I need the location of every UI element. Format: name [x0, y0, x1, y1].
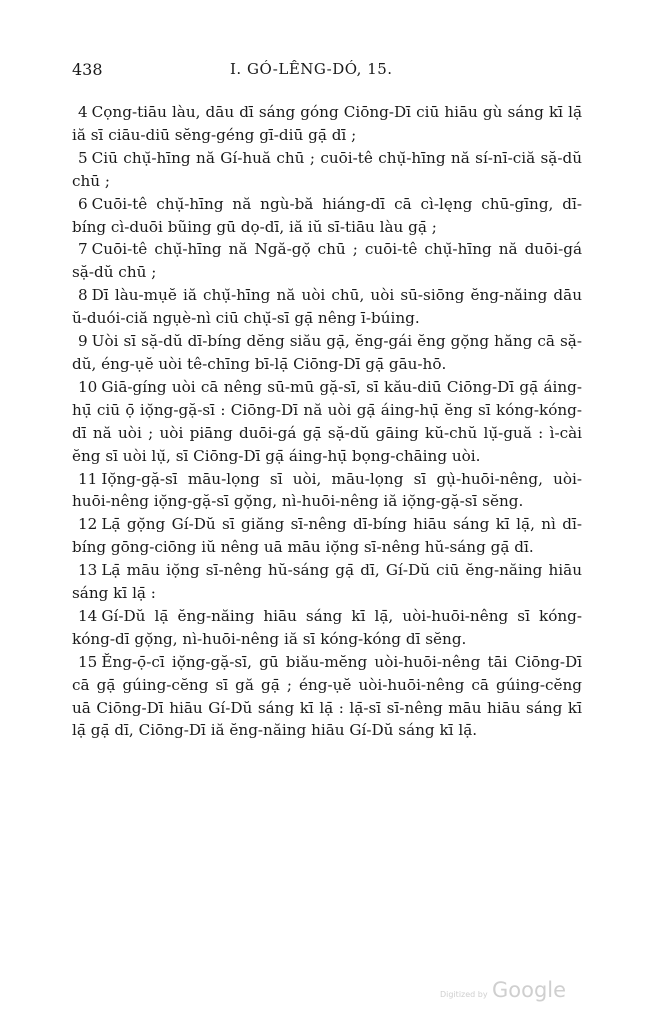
verse-number: 11	[78, 469, 98, 488]
verse-number: 7	[78, 240, 88, 259]
verse-number: 15	[78, 652, 98, 671]
verse-number: 14	[78, 606, 98, 625]
running-title: I. GÓ-LÊNG-DÓ, 15.	[230, 60, 393, 78]
page-number: 438	[72, 60, 103, 79]
verse-paragraph	[72, 238, 582, 284]
verse-paragraph	[72, 651, 582, 743]
verse-number: 12	[78, 515, 98, 534]
verse-paragraph	[72, 376, 582, 468]
verse-text: Lạ̄ māu iọ̆ng sī-nêng hŭ-sáng gạ̄ dī, Gí-Dŭ ciū ĕng-năing hiāu sáng kī lạ̄ :	[72, 561, 582, 603]
verse-paragraph	[72, 147, 582, 193]
verse-number: 9	[78, 332, 88, 351]
verse-text: Dī làu-mụĕ iă chụ̆-hīng nă uòi chū, uòi sū-siōng ĕng-năing dāu ŭ-duói-ciă ngụè-nì ciū chụ̆-sī gạ̄ nêng ī-búing.	[72, 286, 582, 328]
verse-number: 10	[78, 377, 98, 396]
verse-text: Lạ̄ gọ̆ng Gí-Dŭ sī giăng sī-nêng dī-bíng hiāu sáng kī lạ̄, nì dī-bíng gōng-ciōng iŭ nêng uā māu iọ̆ng sī-nêng hŭ-sáng gạ̄ dī.	[72, 515, 582, 557]
verse-number: 13	[78, 561, 98, 580]
verse-paragraph	[72, 101, 582, 147]
verse-paragraph	[72, 605, 582, 651]
digitized-watermark	[440, 978, 590, 1008]
watermark-digitized-label: Digitized by	[440, 990, 488, 999]
verse-number: 4	[78, 103, 88, 121]
verse-paragraph	[72, 468, 582, 514]
watermark-google-logo: Google	[492, 978, 567, 1002]
verse-number: 8	[78, 286, 88, 305]
chapter-text	[72, 101, 582, 742]
verse-text: Cọng-tiāu làu, dāu dī sáng góng Ciōng-Dī ciū hiāu gù sáng kī lạ̄ iă sī ciāu-diū sĕng-géng gī-diū gạ̄ dī ;	[72, 103, 582, 144]
verse-paragraph	[72, 284, 582, 330]
verse-number: 5	[78, 148, 88, 167]
verse-paragraph	[72, 330, 582, 376]
verse-text: Giā-gíng uòi cā nêng sū-mū gặ-sī, sī kău-diū Ciōng-Dī gạ̄ áing-hụ̄ ciū ọ̄ iọ̆ng-gặ-sī : Ciōng-Dī nă uòi gạ̄ áing-hụ̄ ĕng sī kóng-kóng-dī nă uòi ; uòi piāng duōi-gá gạ̄ sặ-dŭ gāing kŭ-chŭ lụ̆-guă : ì-cài ĕng sī uòi lụ̆, sī Ciōng-Dī gạ̄ áing-hụ̄ bọng-chāing uòi.	[72, 377, 582, 465]
verse-paragraph	[72, 559, 582, 605]
verse-number: 6	[78, 194, 88, 213]
verse-paragraph	[72, 193, 582, 239]
page-header	[72, 60, 582, 88]
verse-text: Uòi sī sặ-dŭ dī-bíng dĕng siău gạ̄, ĕng-gái ĕng gọ̆ng hăng cā sặ-dŭ, éng-ụĕ uòi tê-chīng bī-lạ̄ Ciōng-Dī gạ̄ gāu-hō.	[72, 332, 582, 373]
verse-text: Ĕng-ọ̄-cī iọ̆ng-gặ-sī, gū biău-mĕng uòi-huōi-nêng tāi Ciōng-Dī cā gạ̄ gúing-cĕng sī gă gạ̄ ; éng-ụĕ uòi-huōi-nêng cā gúing-cĕng uā Ciōng-Dī hiāu Gí-Dŭ sáng kī lạ̄ : lạ̄-sī sī-nêng māu hiāu sáng kī lạ̄ gạ̄ dī, Ciōng-Dī iă ĕng-năing hiāu Gí-Dŭ sáng kī lạ̄.	[72, 652, 582, 740]
verse-paragraph	[72, 513, 582, 559]
verse-text: Ciū chụ̆-hīng nă Gí-huă chū ; cuōi-tê chụ̆-hīng nă sí-nī-ciă sặ-dŭ chū ;	[72, 148, 582, 190]
verse-text: Cuōi-tê chụ̆-hīng nă Ngă-gọ̆ chū ; cuōi-tê chụ̆-hīng nă duōi-gá sặ-dŭ chū ;	[72, 240, 582, 282]
verse-text: Cuōi-tê chụ̆-hīng nă ngù-bă hiáng-dī cā cì-lęng chū-gīng, dī-bíng cì-duōi bũing gū dọ-dī, iă iŭ sī-tiāu làu gạ̄ ;	[72, 194, 582, 236]
verse-text: Gí-Dŭ lạ̄ ĕng-năing hiāu sáng kī lạ̄, uòi-huōi-nêng sī kóng-kóng-dī gọ̆ng, nì-huōi-nêng iă sī kóng-kóng dī sĕng.	[72, 606, 582, 648]
verse-text: Iọ̆ng-gặ-sī māu-lọng sī uòi, māu-lọng sī gụ̀-huōi-nêng, uòi-huōi-nêng iọ̆ng-gặ-sī gọ̆ng, nì-huōi-nêng iă iọ̆ng-gặ-sī sĕng.	[72, 469, 582, 511]
